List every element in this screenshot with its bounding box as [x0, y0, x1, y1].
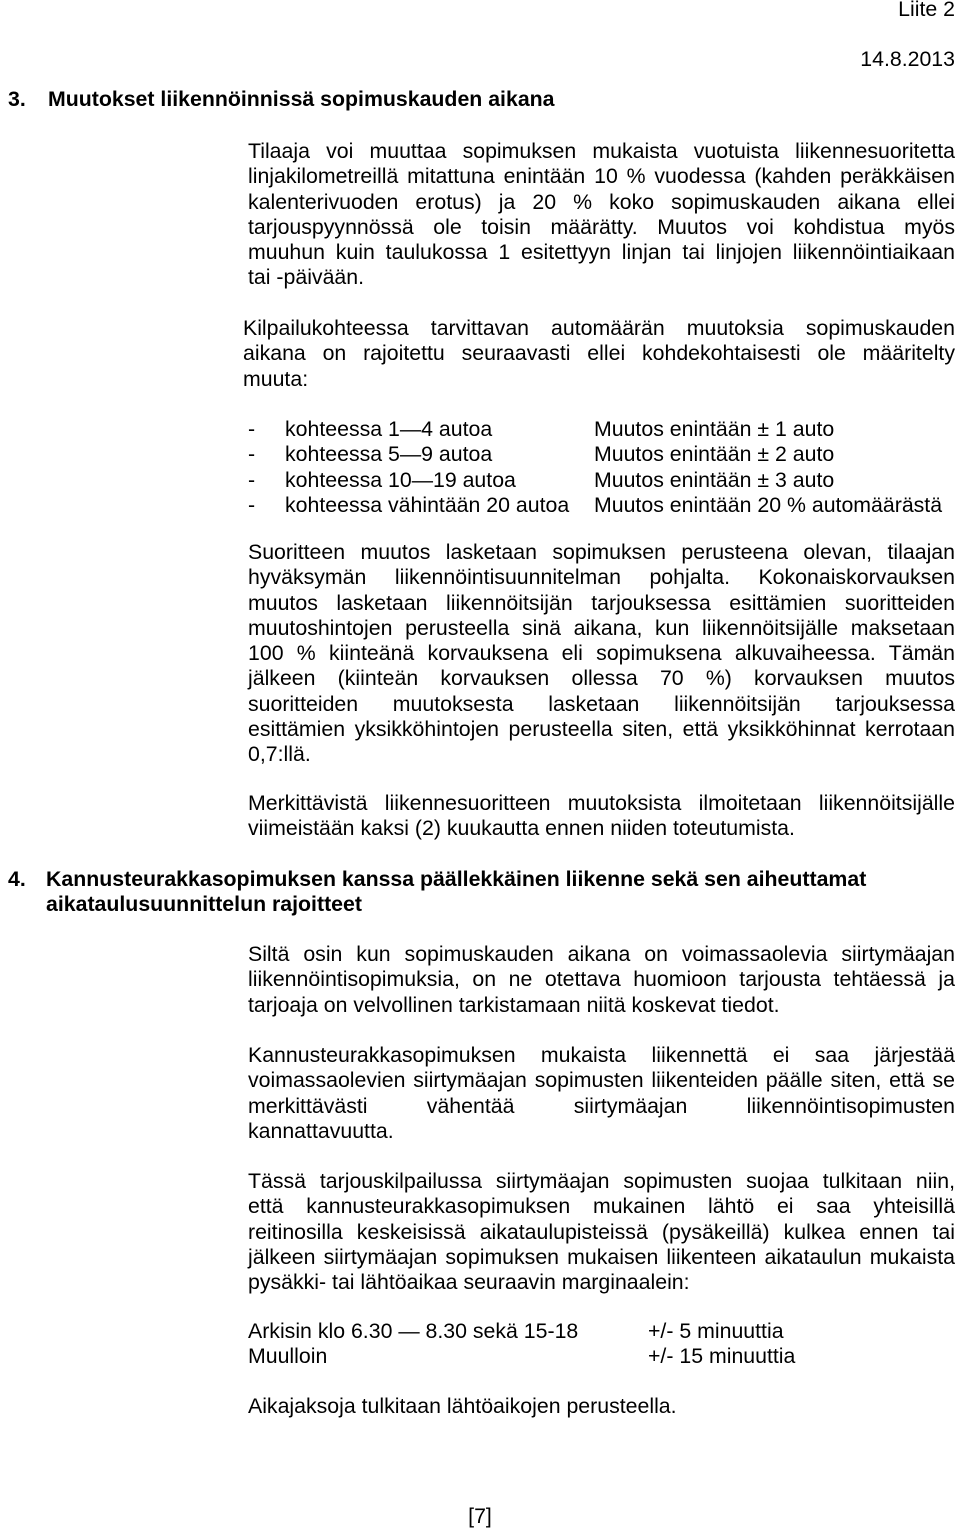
paragraph — [248, 139, 955, 291]
paragraph-line: tarjoaja on velvollinen tarkistamaan niitä koskevat tiedot. — [248, 992, 780, 1017]
paragraph-line: voimassaolevien siirtymäajan sopimusten liikenteiden päälle siten, että se — [248, 1068, 955, 1093]
paragraph-line: Siltä osin kun sopimuskauden aikana on voimassaolevia siirtymäajan — [248, 942, 955, 966]
paragraph-line: hyväksymän liikennöintisuunnitelman pohjalta. Kokonaiskorvauksen — [248, 565, 955, 590]
paragraph-line: tai -päivään. — [248, 265, 365, 290]
paragraph — [248, 1043, 955, 1144]
attachment-label: Liite 2 — [898, 0, 955, 21]
time-margin: +/- 5 minuuttia — [648, 1319, 784, 1343]
paragraph-line: tarjouspyynnössä ole toisin määrätty. Muutos voi kohdistua myös — [248, 214, 955, 239]
section-title-line: aikataulusuunnittelun rajoitteet — [46, 892, 362, 917]
time-margin: +/- 15 minuuttia — [648, 1344, 796, 1369]
paragraph — [248, 1169, 955, 1295]
paragraph-line: että kannusteurakkasopimuksen mukainen lähtö ei saa yhteisillä — [248, 1194, 955, 1219]
paragraph-line: muutos lasketaan liikennöitsijän tarjouksessa esittämien suoritteiden — [248, 590, 955, 615]
page-number: [7] — [468, 1504, 492, 1528]
time-margin-list — [0, 1319, 960, 1370]
paragraph-line: reitinosilla keskeisissä aikataulupisteissä (pysäkeillä) kulkea ennen tai — [248, 1219, 955, 1244]
change-limit: Muutos enintään 20 % automäärästä — [594, 492, 943, 517]
section-number: 4. — [8, 867, 26, 891]
section-title — [46, 867, 866, 918]
paragraph-line: Tilaaja voi muuttaa sopimuksen mukaista vuotuista liikennesuoritetta — [248, 139, 955, 163]
paragraph-line: jälkeen (kiinteän korvauksen ollessa 70 %) korvauksen muutos — [248, 666, 955, 691]
paragraph-line: linjakilometreillä mitattuna enintään 10 % vuodessa (kahden peräkkäisen — [248, 164, 955, 189]
change-limit: Muutos enintään ± 2 auto — [594, 442, 835, 467]
paragraph-line: Kilpailukohteessa tarvittavan automäärän muutoksia sopimuskauden — [243, 316, 955, 340]
paragraph — [243, 316, 955, 392]
paragraph-line: Kannusteurakkasopimuksen mukaista liikennettä ei saa järjestää — [248, 1043, 955, 1067]
paragraph: Aikajaksoja tulkitaan lähtöaikojen perusteella. — [248, 1394, 677, 1418]
list-marker: - — [248, 417, 256, 441]
paragraph-line: Merkittävistä liikennesuoritteen muutoksista ilmoitetaan liikennöitsijälle — [248, 791, 955, 815]
list-item — [0, 442, 960, 467]
paragraph — [248, 942, 955, 1018]
paragraph-line: 0,7:llä. — [248, 742, 311, 767]
paragraph — [248, 540, 955, 768]
list-item — [0, 468, 960, 493]
list-marker: - — [248, 467, 256, 492]
paragraph-line: esittämien yksikköhintojen perusteella siten, että yksikköhinnat kerrotaan — [248, 717, 955, 742]
paragraph — [248, 791, 955, 842]
paragraph-line: Suoritteen muutos lasketaan sopimuksen perusteena olevan, tilaajan — [248, 540, 955, 564]
section-title: Muutokset liikennöinnissä sopimuskauden aikana — [48, 87, 555, 111]
list-item — [0, 1319, 960, 1344]
vehicle-range: kohteessa 5—9 autoa — [285, 442, 493, 467]
paragraph-line: jälkeen siirtymäajan sopimuksen mukaisen liikenteen aikataulun mukaista — [248, 1244, 955, 1269]
vehicle-range: kohteessa 10—19 autoa — [285, 467, 516, 492]
paragraph-line: muuta: — [243, 366, 309, 391]
paragraph-line: pysäkki- tai lähtöaikaa seuraavin marginaalein: — [248, 1270, 690, 1295]
document-date: 14.8.2013 — [860, 47, 955, 71]
list-item — [0, 1344, 960, 1369]
paragraph-line: suoritteiden muutoksesta lasketaan liikennöitsijän tarjouksessa — [248, 691, 955, 716]
paragraph-line: Tässä tarjouskilpailussa siirtymäajan sopimusten suojaa tulkitaan niin, — [248, 1169, 955, 1193]
paragraph-line: merkittävästi vähentää siirtymäajan liikennöintisopimusten — [248, 1093, 955, 1118]
paragraph-line: liikennöintisopimuksia, on ne otettava huomioon tarjousta tehtäessä ja — [248, 967, 955, 992]
list-item — [0, 417, 960, 442]
time-period: Muulloin — [248, 1344, 328, 1369]
paragraph-line: kalenterivuoden erotus) ja 20 % koko sopimuskauden aikana ellei — [248, 189, 955, 214]
paragraph-line: muuhun kuin taulukossa 1 esitettyyn linjan tai linjojen liikennöintiaikaan — [248, 240, 955, 265]
list-marker: - — [248, 442, 256, 467]
paragraph-line: muutoshintojen perusteella sinä aikana, kun liikennöitsijälle maksetaan — [248, 615, 955, 640]
list-item — [0, 493, 960, 518]
paragraph-line: aikana on rajoitettu seuraavasti ellei kohdekohtaisesti ole määritelty — [243, 341, 955, 366]
vehicle-range: kohteessa 1—4 autoa — [285, 417, 493, 441]
section-title-line: Kannusteurakkasopimuksen kanssa päällekkäinen liikenne sekä sen aiheuttamat — [46, 867, 867, 891]
list-marker: - — [248, 492, 256, 517]
paragraph-line: kannattavuutta. — [248, 1118, 394, 1143]
vehicle-range: kohteessa vähintään 20 autoa — [285, 492, 570, 517]
paragraph-line: 100 % kiinteänä korvauksena eli sopimuksena alkuvaiheessa. Tämän — [248, 641, 955, 666]
change-limit: Muutos enintään ± 3 auto — [594, 467, 835, 492]
change-limit: Muutos enintään ± 1 auto — [594, 417, 835, 441]
section-number: 3. — [8, 87, 26, 111]
vehicle-limit-list — [0, 417, 960, 518]
time-period: Arkisin klo 6.30 — 8.30 sekä 15-18 — [248, 1319, 579, 1343]
paragraph-line: viimeistään kaksi (2) kuukautta ennen niiden toteutumista. — [248, 816, 795, 841]
